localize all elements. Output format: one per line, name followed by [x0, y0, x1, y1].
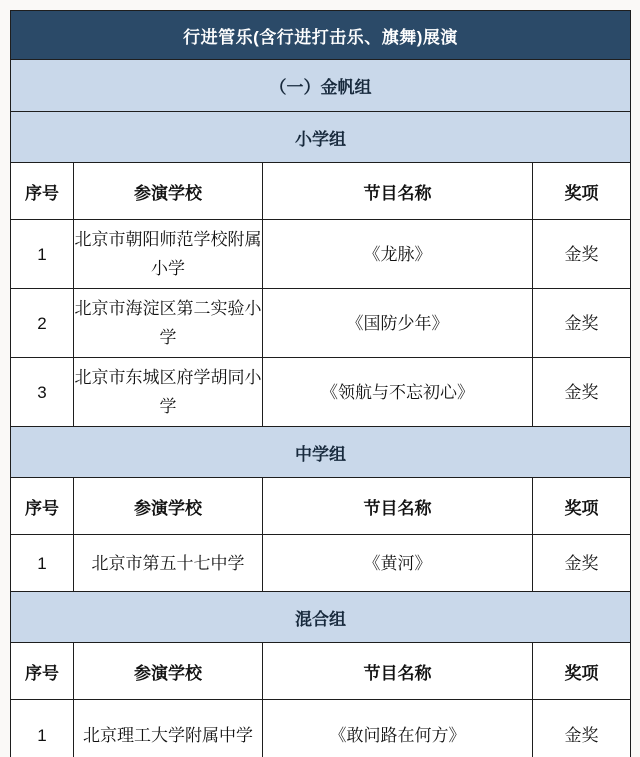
col-header-award: 奖项: [533, 163, 631, 220]
cell-school: 北京市东城区府学胡同小学: [74, 358, 263, 427]
section-band-middle-school: [11, 427, 631, 478]
col-header-school: 参演学校: [74, 643, 263, 700]
cell-no: 1: [11, 220, 74, 289]
col-header-no: 序号: [11, 478, 74, 535]
cell-program: 《黄河》: [263, 535, 533, 592]
cell-no: 1: [11, 535, 74, 592]
cell-award: 金奖: [533, 358, 631, 427]
col-header-award: 奖项: [533, 643, 631, 700]
section-band-mixed: [11, 592, 631, 643]
cell-program: 《领航与不忘初心》: [263, 358, 533, 427]
cell-award: 金奖: [533, 289, 631, 358]
table-title: 行进管乐(含行进打击乐、旗舞)展演: [11, 11, 631, 60]
cell-school: 北京市海淀区第二实验小学: [74, 289, 263, 358]
col-header-no: 序号: [11, 163, 74, 220]
cell-no: 3: [11, 358, 74, 427]
col-header-award: 奖项: [533, 478, 631, 535]
cell-school: 北京市第五十七中学: [74, 535, 263, 592]
col-header-program: 节目名称: [263, 478, 533, 535]
section-band-primary-school: [11, 112, 631, 163]
cell-award: 金奖: [533, 700, 631, 757]
col-header-program: 节目名称: [263, 643, 533, 700]
section-label: 中学组: [11, 427, 631, 478]
cell-no: 2: [11, 289, 74, 358]
cell-school: 北京理工大学附属中学: [74, 700, 263, 757]
cell-program: 《龙脉》: [263, 220, 533, 289]
section-label: 混合组: [11, 592, 631, 643]
cell-program: 《敢问路在何方》: [263, 700, 533, 757]
col-header-program: 节目名称: [263, 163, 533, 220]
table-row: [11, 358, 631, 427]
cell-no: 1: [11, 700, 74, 757]
cell-award: 金奖: [533, 220, 631, 289]
table-row: [11, 700, 631, 757]
cell-program: 《国防少年》: [263, 289, 533, 358]
cell-school: 北京市朝阳师范学校附属小学: [74, 220, 263, 289]
col-header-school: 参演学校: [74, 163, 263, 220]
group-band: [11, 60, 631, 112]
table-row: [11, 535, 631, 592]
awards-table: [10, 10, 631, 757]
group-label: （一）金帆组: [11, 60, 631, 112]
column-header-row: [11, 478, 631, 535]
column-header-row: [11, 163, 631, 220]
section-label: 小学组: [11, 112, 631, 163]
cell-award: 金奖: [533, 535, 631, 592]
column-header-row: [11, 643, 631, 700]
table-row: [11, 289, 631, 358]
col-header-no: 序号: [11, 643, 74, 700]
table-row: [11, 220, 631, 289]
col-header-school: 参演学校: [74, 478, 263, 535]
title-row: [11, 11, 631, 60]
